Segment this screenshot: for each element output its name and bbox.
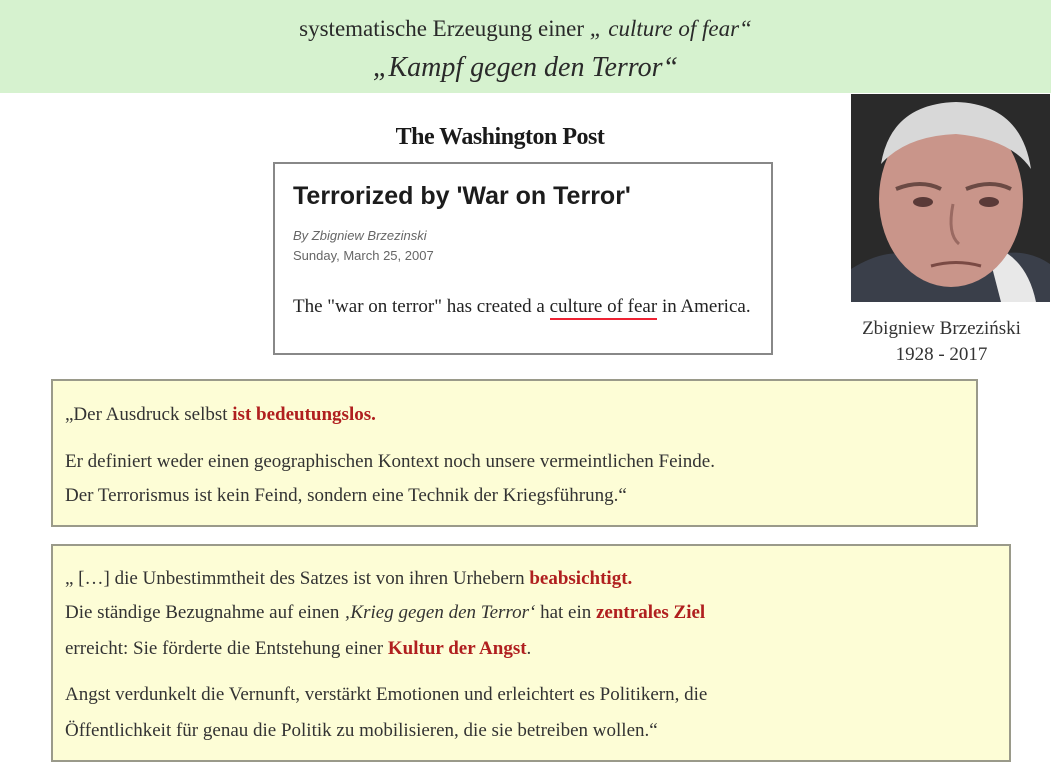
portrait-photo [851,94,1050,302]
quote2-line-1-emphasis: beabsichtigt. [529,568,633,589]
quote1-line-2: Er definiert weder einen geographischen Kontext noch unsere vermeintlichen Feinde. [65,451,715,472]
quote2-line-4: Angst verdunkelt die Vernunft, verstärkt Emotionen und erleichtert es Politikern, die [65,684,708,705]
quote2-line-2-prefix: Die ständige Bezugnahme auf einen [65,602,340,623]
title-banner [0,0,1051,93]
quote2-line-2-italic: ‚Krieg gegen den Terror‘ [344,602,536,623]
quote1-line-1-prefix: „Der Ausdruck selbst [65,404,228,425]
quote2-line-2-mid: hat ein [540,602,592,623]
title-line-2: „Kampf gegen den Terror“ [372,52,679,83]
quote2-line-3-prefix: erreicht: Sie förderte die Entstehung einer [65,638,384,659]
title-line-1-quote: „ culture of fear“ [589,16,752,41]
article-body-part2: in America. [661,296,751,317]
portrait-name: Zbigniew Brzeziński [862,318,1021,339]
quote2-line-1 [65,568,632,590]
article-headline: Terrorized by 'War on Terror' [293,182,631,210]
quote-box-2 [51,544,1011,762]
article-byline: By Zbigniew Brzezinski [293,228,427,243]
article-body [293,292,763,321]
portrait-years: 1928 - 2017 [895,344,988,365]
portrait-caption [832,316,1051,368]
quote2-line-3-suffix: . [526,638,532,659]
quote1-line-1 [65,404,376,426]
article-date: Sunday, March 25, 2007 [293,248,434,263]
quote2-line-5: Öffentlichkeit für genau die Politik zu mobilisieren, die sie betreiben wollen.“ [65,720,658,741]
quote2-line-2-emphasis: zentrales Ziel [596,602,706,623]
title-line-1 [0,16,1051,42]
quote-box-1 [51,379,978,527]
article-body-part1: The "war on terror" has created a [293,296,545,317]
washington-post-logo: The Washington Post [395,124,605,150]
portrait-illustration [851,94,1050,302]
title-line-1-prefix: systematische Erzeugung einer [299,16,584,41]
quote1-line-1-emphasis: ist bedeutungslos. [232,404,376,425]
quote2-line-2 [65,602,705,624]
article-body-highlight: culture of fear [550,296,658,320]
quote1-line-3: Der Terrorismus ist kein Feind, sondern eine Technik der Kriegsführung.“ [65,485,627,506]
quote2-line-3-emphasis: Kultur der Angst [387,638,527,659]
newspaper-clipping [273,162,773,355]
quote2-line-3 [65,638,531,660]
quote2-line-1-prefix: „ […] die Unbestimmtheit des Satzes ist von ihren Urhebern [65,568,525,589]
